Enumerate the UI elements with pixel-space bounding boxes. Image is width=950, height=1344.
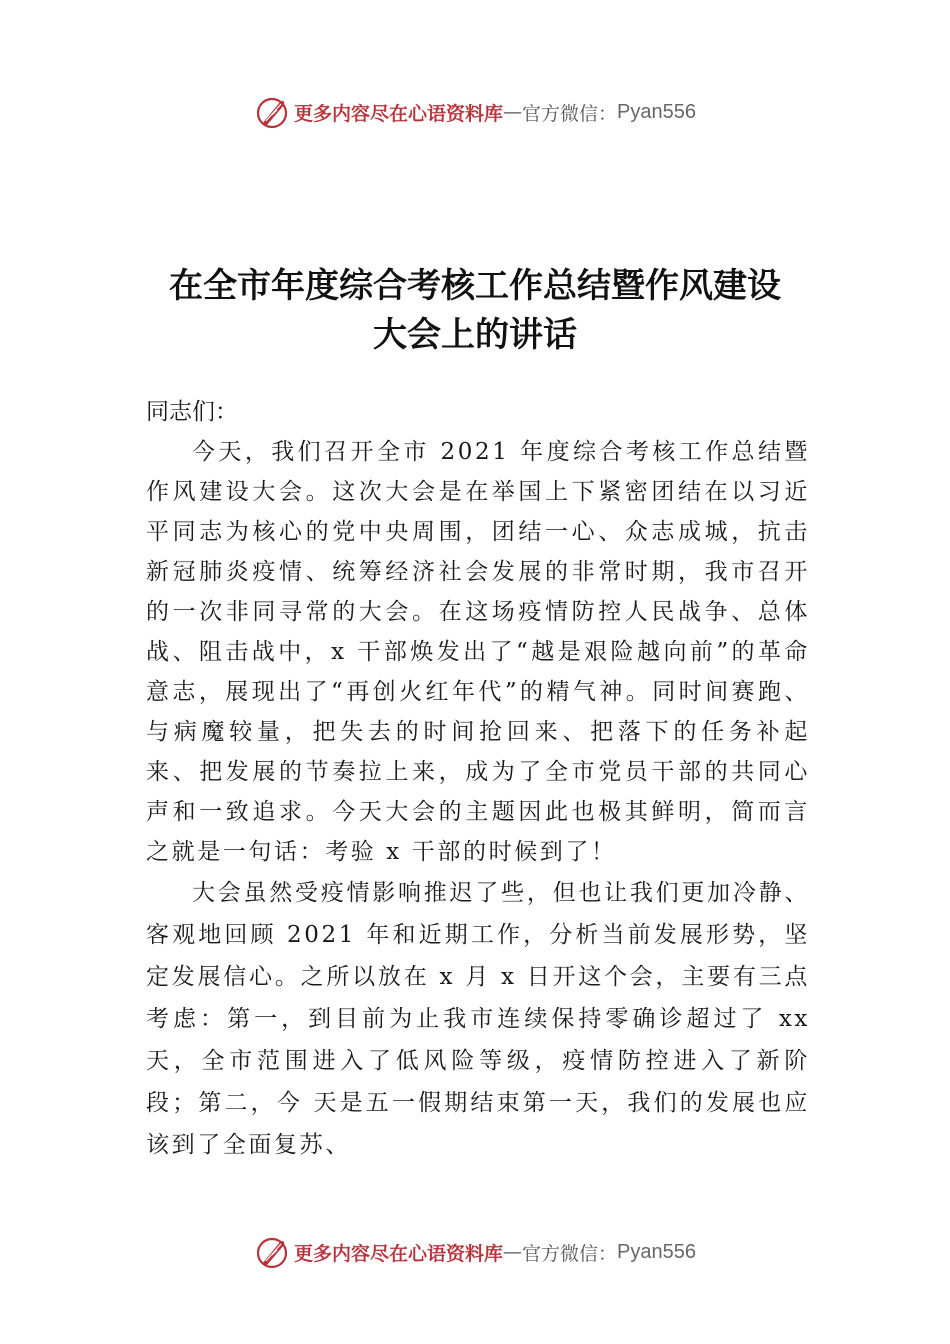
header-separator: — [503,101,523,123]
salutation: 同志们： [146,399,238,425]
footer-separator: — [503,1241,523,1263]
paragraph-1: 今天，我们召开全市 2021 年度综合考核工作总结暨作风建设大会。这次大会是在举国上下紧密团结在以习近平同志为核心的党中央周围，团结一心、众志成城，抗击新冠肺炎疫情、统筹经济社会发展的非常时期，我市召开的一次非同寻常的大会。在这场疫情防控人民战争、总体战、阻击战中，x 干部焕发出了“越是艰险越向前”的革命意志，展现出了“再创火红年代”的精气神。同时间赛跑、与病魔较量，把失去的时间抢回来、把落下的任务补起来、把发展的节奏拉上来，成为了全市党员干部的共同心声和一致追求。今天大会的主题因此也极其鲜明，简而言之就是一句话：考验 x 干部的时候到了！ [146,439,810,865]
footer-brand-text: 更多内容尽在心语资料库 [294,1242,504,1265]
title-line-2: 大会上的讲话 [373,315,577,355]
header-brand-text: 更多内容尽在心语资料库 [294,102,504,125]
feather-pen-logo-icon [254,1234,290,1270]
footer-wechat-id: Pyan556 [617,1240,696,1263]
document-body [146,392,810,1166]
footer-official-label: 官方微信： [522,1242,618,1265]
header-official-label: 官方微信： [522,102,618,125]
header-banner [0,92,950,132]
footer-banner [0,1232,950,1272]
paragraph-2: 大会虽然受疫情影响推迟了些，但也让我们更加冷静、客观地回顾 2021 年和近期工作，分析当前发展形势，坚定发展信心。之所以放在 x 月 x 日开这个会，主要有三点考虑：第一，到目前为止我市连续保持零确诊超过了 xx 天，全市范围进入了低风险等级，疫情防控进入了新阶段；第二，今 天是五一假期结束第一天，我们的发展也应该到了全面复苏、 [146,880,810,1158]
feather-pen-logo-icon [254,94,290,130]
header-wechat-id: Pyan556 [617,100,696,123]
title-line-1: 在全市年度综合考核工作总结暨作风建设 [169,266,781,306]
document-title [110,262,840,360]
